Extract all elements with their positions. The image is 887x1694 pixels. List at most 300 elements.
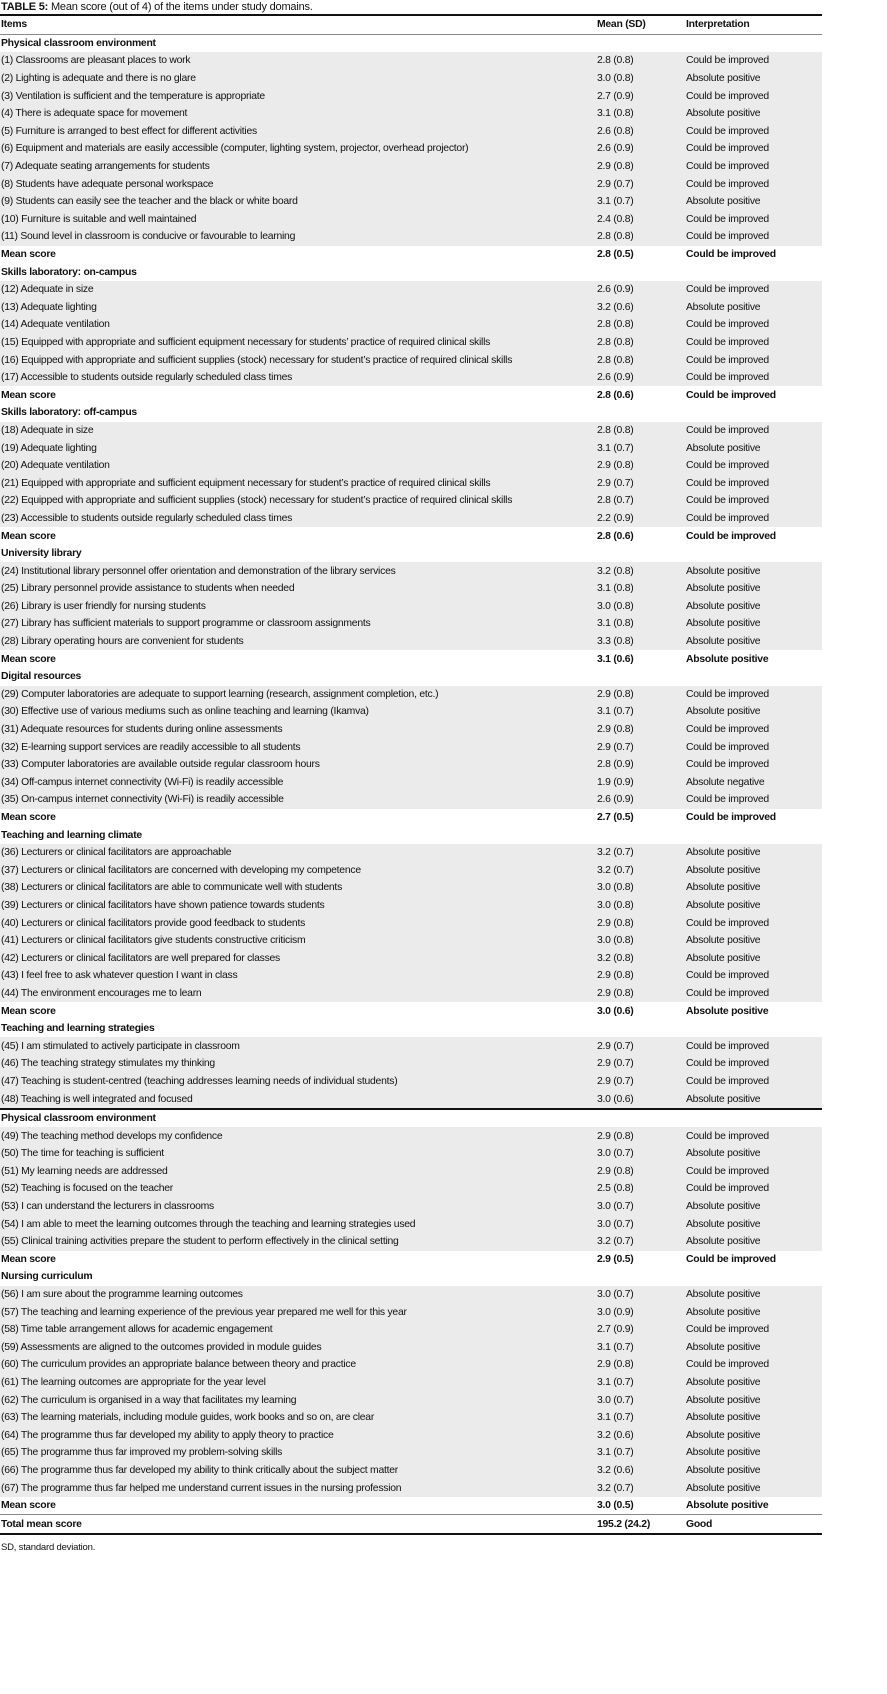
interpretation: Absolute positive — [685, 1233, 822, 1251]
table-row — [0, 1073, 822, 1091]
mean-sd: 2.9 (0.8) — [596, 985, 685, 1003]
table-row — [0, 351, 822, 369]
table-row — [0, 1180, 822, 1198]
item-label: Mean score — [0, 527, 596, 545]
interpretation: Absolute positive — [685, 1391, 822, 1409]
table-row — [0, 703, 822, 721]
table-row — [0, 1321, 822, 1339]
item-label: Mean score — [0, 1002, 596, 1020]
mean-sd: 3.0 (0.8) — [596, 598, 685, 616]
mean-sd: 2.8 (0.6) — [596, 527, 685, 545]
interpretation: Absolute positive — [685, 879, 822, 897]
table-row — [0, 87, 822, 105]
mean-sd: 3.1 (0.7) — [596, 439, 685, 457]
mean-sd: 3.1 (0.7) — [596, 1409, 685, 1427]
mean-score-row — [0, 386, 822, 404]
mean-sd: 2.9 (0.7) — [596, 175, 685, 193]
item-label: (39) Lecturers or clinical facilitators have shown patience towards students — [0, 897, 596, 915]
mean-sd: 2.9 (0.8) — [596, 158, 685, 176]
mean-sd: 2.8 (0.9) — [596, 756, 685, 774]
table-row — [0, 1462, 822, 1480]
table-row — [0, 598, 822, 616]
item-label: (42) Lecturers or clinical facilitators are well prepared for classes — [0, 949, 596, 967]
interpretation: Absolute positive — [685, 1145, 822, 1163]
interpretation: Could be improved — [685, 158, 822, 176]
table-row — [0, 123, 822, 141]
mean-sd: 2.8 (0.8) — [596, 316, 685, 334]
interpretation: Could be improved — [685, 228, 822, 246]
table-row — [0, 791, 822, 809]
mean-sd: 3.0 (0.8) — [596, 932, 685, 950]
header-interpretation: Interpretation — [685, 15, 822, 34]
interpretation: Could be improved — [685, 1055, 822, 1073]
mean-sd: 2.9 (0.8) — [596, 1163, 685, 1181]
interpretation: Absolute positive — [685, 862, 822, 880]
table-row — [0, 422, 822, 440]
mean-sd: 3.2 (0.7) — [596, 1233, 685, 1251]
section-title: Physical classroom environment — [0, 1109, 822, 1128]
item-label: (18) Adequate in size — [0, 422, 596, 440]
interpretation: Absolute positive — [685, 1462, 822, 1480]
interpretation: Absolute positive — [685, 105, 822, 123]
section-header-row — [0, 826, 822, 844]
table-row — [0, 70, 822, 88]
mean-sd: 3.1 (0.8) — [596, 105, 685, 123]
interpretation: Could be improved — [685, 791, 822, 809]
interpretation: Absolute positive — [685, 598, 822, 616]
item-label: (24) Institutional library personnel offer orientation and demonstration of the library services — [0, 562, 596, 580]
table-row — [0, 985, 822, 1003]
item-label: (6) Equipment and materials are easily accessible (computer, lighting system, projector, overhead projector) — [0, 140, 596, 158]
table-row — [0, 334, 822, 352]
item-label: (59) Assessments are aligned to the outcomes provided in module guides — [0, 1339, 596, 1357]
table-row — [0, 299, 822, 317]
section-header-row — [0, 1268, 822, 1286]
mean-sd: 3.2 (0.7) — [596, 1479, 685, 1497]
item-label: (12) Adequate in size — [0, 281, 596, 299]
mean-sd: 3.1 (0.7) — [596, 193, 685, 211]
mean-sd: 2.8 (0.8) — [596, 228, 685, 246]
item-label: (55) Clinical training activities prepare the student to perform effectively in the clinical setting — [0, 1233, 596, 1251]
item-label: (10) Furniture is suitable and well maintained — [0, 211, 596, 229]
interpretation: Absolute positive — [685, 633, 822, 651]
total-mean-score-row — [0, 1515, 822, 1534]
interpretation: Absolute positive — [685, 1497, 822, 1515]
item-label: (63) The learning materials, including module guides, work books and so on, are clear — [0, 1409, 596, 1427]
interpretation: Absolute positive — [685, 1286, 822, 1304]
table-row — [0, 492, 822, 510]
item-label: (31) Adequate resources for students during online assessments — [0, 721, 596, 739]
item-label: (44) The environment encourages me to learn — [0, 985, 596, 1003]
table-caption — [0, 0, 822, 14]
interpretation: Absolute positive — [685, 949, 822, 967]
interpretation: Could be improved — [685, 369, 822, 387]
section-header-row — [0, 34, 822, 52]
mean-sd: 3.0 (0.7) — [596, 1215, 685, 1233]
interpretation: Could be improved — [685, 123, 822, 141]
item-label: (60) The curriculum provides an appropriate balance between theory and practice — [0, 1356, 596, 1374]
section-title: Digital resources — [0, 668, 822, 686]
item-label: (5) Furniture is arranged to best effect for different activities — [0, 123, 596, 141]
interpretation: Absolute positive — [685, 562, 822, 580]
table-row — [0, 580, 822, 598]
item-label: (29) Computer laboratories are adequate to support learning (research, assignment completion, etc.) — [0, 686, 596, 704]
mean-sd: 3.1 (0.6) — [596, 650, 685, 668]
item-label: (14) Adequate ventilation — [0, 316, 596, 334]
table-row — [0, 105, 822, 123]
mean-sd: 3.2 (0.6) — [596, 1427, 685, 1445]
item-label: (27) Library has sufficient materials to support programme or classroom assignments — [0, 615, 596, 633]
interpretation: Absolute positive — [685, 1002, 822, 1020]
item-label: Total mean score — [0, 1515, 596, 1534]
table-row — [0, 211, 822, 229]
item-label: (34) Off-campus internet connectivity (Wi-Fi) is readily accessible — [0, 774, 596, 792]
mean-sd: 2.9 (0.8) — [596, 686, 685, 704]
interpretation: Absolute positive — [685, 1409, 822, 1427]
mean-score-row — [0, 1002, 822, 1020]
mean-sd: 3.2 (0.7) — [596, 844, 685, 862]
item-label: (1) Classrooms are pleasant places to work — [0, 52, 596, 70]
interpretation: Could be improved — [685, 422, 822, 440]
interpretation: Absolute negative — [685, 774, 822, 792]
table-row — [0, 1356, 822, 1374]
interpretation: Could be improved — [685, 334, 822, 352]
mean-sd: 2.5 (0.8) — [596, 1180, 685, 1198]
table-row — [0, 228, 822, 246]
item-label: (52) Teaching is focused on the teacher — [0, 1180, 596, 1198]
section-title: Nursing curriculum — [0, 1268, 822, 1286]
interpretation: Could be improved — [685, 738, 822, 756]
mean-sd: 3.0 (0.9) — [596, 1303, 685, 1321]
interpretation: Could be improved — [685, 809, 822, 827]
item-label: (66) The programme thus far developed my ability to think critically about the subject matter — [0, 1462, 596, 1480]
item-label: (28) Library operating hours are convenient for students — [0, 633, 596, 651]
mean-sd: 2.9 (0.8) — [596, 967, 685, 985]
interpretation: Could be improved — [685, 914, 822, 932]
mean-sd: 3.1 (0.7) — [596, 1374, 685, 1392]
table-row — [0, 721, 822, 739]
item-label: (47) Teaching is student-centred (teaching addresses learning needs of individual students) — [0, 1073, 596, 1091]
item-label: (15) Equipped with appropriate and sufficient equipment necessary for students’ practice of required clinical skills — [0, 334, 596, 352]
interpretation: Could be improved — [685, 1127, 822, 1145]
mean-sd: 3.1 (0.7) — [596, 1339, 685, 1357]
item-label: (13) Adequate lighting — [0, 299, 596, 317]
item-label: (53) I can understand the lecturers in classrooms — [0, 1198, 596, 1216]
header-mean: Mean (SD) — [596, 15, 685, 34]
section-header-row — [0, 545, 822, 563]
table-row — [0, 914, 822, 932]
interpretation: Absolute positive — [685, 1303, 822, 1321]
table-row — [0, 1215, 822, 1233]
item-label: (67) The programme thus far helped me understand current issues in the nursing profession — [0, 1479, 596, 1497]
item-label: Mean score — [0, 809, 596, 827]
scores-table — [0, 14, 822, 1535]
item-label: (20) Adequate ventilation — [0, 457, 596, 475]
item-label: (9) Students can easily see the teacher and the black or white board — [0, 193, 596, 211]
interpretation: Could be improved — [685, 492, 822, 510]
interpretation: Absolute positive — [685, 932, 822, 950]
interpretation: Absolute positive — [685, 897, 822, 915]
interpretation: Absolute positive — [685, 703, 822, 721]
table-header-row — [0, 15, 822, 34]
item-label: (54) I am able to meet the learning outcomes through the teaching and learning strategies used — [0, 1215, 596, 1233]
mean-score-row — [0, 650, 822, 668]
table-row — [0, 1479, 822, 1497]
item-label: (57) The teaching and learning experience of the previous year prepared me well for this year — [0, 1303, 596, 1321]
interpretation: Could be improved — [685, 721, 822, 739]
item-label: (38) Lecturers or clinical facilitators are able to communicate well with students — [0, 879, 596, 897]
interpretation: Could be improved — [685, 140, 822, 158]
mean-sd: 3.1 (0.8) — [596, 615, 685, 633]
interpretation: Absolute positive — [685, 1198, 822, 1216]
mean-sd: 2.9 (0.7) — [596, 1037, 685, 1055]
item-label: (30) Effective use of various mediums such as online teaching and learning (Ikamva) — [0, 703, 596, 721]
mean-sd: 3.2 (0.8) — [596, 949, 685, 967]
mean-sd: 2.6 (0.9) — [596, 791, 685, 809]
table-row — [0, 140, 822, 158]
item-label: Mean score — [0, 246, 596, 264]
mean-sd: 3.2 (0.8) — [596, 562, 685, 580]
item-label: (35) On-campus internet connectivity (Wi-Fi) is readily accessible — [0, 791, 596, 809]
interpretation: Absolute positive — [685, 580, 822, 598]
item-label: (40) Lecturers or clinical facilitators provide good feedback to students — [0, 914, 596, 932]
section-header-row — [0, 1109, 822, 1128]
item-label: (23) Accessible to students outside regularly scheduled class times — [0, 510, 596, 528]
mean-sd: 2.8 (0.5) — [596, 246, 685, 264]
mean-sd: 2.6 (0.8) — [596, 123, 685, 141]
table-row — [0, 862, 822, 880]
item-label: (3) Ventilation is sufficient and the temperature is appropriate — [0, 87, 596, 105]
interpretation: Could be improved — [685, 1180, 822, 1198]
item-label: Mean score — [0, 1251, 596, 1269]
item-label: (33) Computer laboratories are available outside regular classroom hours — [0, 756, 596, 774]
interpretation: Absolute positive — [685, 193, 822, 211]
table-row — [0, 175, 822, 193]
interpretation: Absolute positive — [685, 1427, 822, 1445]
interpretation: Absolute positive — [685, 70, 822, 88]
mean-sd: 2.8 (0.7) — [596, 492, 685, 510]
table-row — [0, 1444, 822, 1462]
table-row — [0, 158, 822, 176]
mean-score-row — [0, 1251, 822, 1269]
section-header-row — [0, 668, 822, 686]
item-label: (36) Lecturers or clinical facilitators are approachable — [0, 844, 596, 862]
section-header-row — [0, 404, 822, 422]
interpretation: Could be improved — [685, 386, 822, 404]
table-row — [0, 897, 822, 915]
interpretation: Could be improved — [685, 52, 822, 70]
table-row — [0, 686, 822, 704]
mean-sd: 1.9 (0.9) — [596, 774, 685, 792]
item-label: Mean score — [0, 1497, 596, 1515]
interpretation: Absolute positive — [685, 1374, 822, 1392]
mean-sd: 3.0 (0.8) — [596, 897, 685, 915]
mean-sd: 3.0 (0.7) — [596, 1198, 685, 1216]
mean-sd: 2.9 (0.8) — [596, 1356, 685, 1374]
table-row — [0, 1427, 822, 1445]
mean-sd: 2.9 (0.7) — [596, 738, 685, 756]
table-row — [0, 1163, 822, 1181]
footnote: SD, standard deviation. — [1, 1542, 96, 1554]
interpretation: Good — [685, 1515, 822, 1534]
table-row — [0, 457, 822, 475]
table-row — [0, 633, 822, 651]
table-row — [0, 932, 822, 950]
item-label: (11) Sound level in classroom is conducive or favourable to learning — [0, 228, 596, 246]
mean-sd: 3.2 (0.7) — [596, 862, 685, 880]
interpretation: Absolute positive — [685, 1444, 822, 1462]
mean-sd: 3.0 (0.6) — [596, 1090, 685, 1109]
table-row — [0, 1090, 822, 1109]
table-row — [0, 1127, 822, 1145]
mean-sd: 2.8 (0.8) — [596, 334, 685, 352]
mean-sd: 2.9 (0.8) — [596, 914, 685, 932]
interpretation: Could be improved — [685, 967, 822, 985]
mean-score-row — [0, 246, 822, 264]
mean-sd: 2.4 (0.8) — [596, 211, 685, 229]
table-row — [0, 949, 822, 967]
mean-sd: 195.2 (24.2) — [596, 1515, 685, 1534]
interpretation: Could be improved — [685, 211, 822, 229]
table-row — [0, 1409, 822, 1427]
section-title: Physical classroom environment — [0, 34, 822, 52]
table-row — [0, 369, 822, 387]
item-label: Mean score — [0, 650, 596, 668]
interpretation: Could be improved — [685, 527, 822, 545]
interpretation: Absolute positive — [685, 650, 822, 668]
interpretation: Absolute positive — [685, 439, 822, 457]
interpretation: Could be improved — [685, 246, 822, 264]
item-label: (62) The curriculum is organised in a way that facilitates my learning — [0, 1391, 596, 1409]
table-row — [0, 52, 822, 70]
item-label: (25) Library personnel provide assistance to students when needed — [0, 580, 596, 598]
section-title: Teaching and learning climate — [0, 826, 822, 844]
table-row — [0, 474, 822, 492]
header-items: Items — [0, 15, 596, 34]
mean-sd: 2.9 (0.7) — [596, 474, 685, 492]
mean-sd: 3.1 (0.7) — [596, 703, 685, 721]
item-label: (7) Adequate seating arrangements for students — [0, 158, 596, 176]
item-label: (4) There is adequate space for movement — [0, 105, 596, 123]
mean-sd: 2.9 (0.8) — [596, 1127, 685, 1145]
interpretation: Could be improved — [685, 316, 822, 334]
mean-score-row — [0, 1497, 822, 1515]
interpretation: Could be improved — [685, 510, 822, 528]
mean-sd: 3.3 (0.8) — [596, 633, 685, 651]
interpretation: Could be improved — [685, 1356, 822, 1374]
mean-sd: 2.8 (0.8) — [596, 422, 685, 440]
item-label: (19) Adequate lighting — [0, 439, 596, 457]
mean-sd: 3.1 (0.7) — [596, 1444, 685, 1462]
item-label: (58) Time table arrangement allows for academic engagement — [0, 1321, 596, 1339]
item-label: (32) E-learning support services are readily accessible to all students — [0, 738, 596, 756]
mean-sd: 2.8 (0.8) — [596, 52, 685, 70]
table-row — [0, 1037, 822, 1055]
mean-sd: 2.9 (0.7) — [596, 1055, 685, 1073]
mean-sd: 3.2 (0.6) — [596, 299, 685, 317]
mean-sd: 3.0 (0.7) — [596, 1286, 685, 1304]
item-label: (16) Equipped with appropriate and sufficient supplies (stock) necessary for student’s practice of required clinical skills — [0, 351, 596, 369]
item-label: (41) Lecturers or clinical facilitators give students constructive criticism — [0, 932, 596, 950]
mean-sd: 2.9 (0.5) — [596, 1251, 685, 1269]
item-label: (51) My learning needs are addressed — [0, 1163, 596, 1181]
interpretation: Absolute positive — [685, 1215, 822, 1233]
table-row — [0, 193, 822, 211]
table-row — [0, 439, 822, 457]
table-row — [0, 1286, 822, 1304]
mean-sd: 2.7 (0.5) — [596, 809, 685, 827]
table-row — [0, 615, 822, 633]
interpretation: Could be improved — [685, 1251, 822, 1269]
interpretation: Could be improved — [685, 175, 822, 193]
item-label: (21) Equipped with appropriate and sufficient equipment necessary for student’s practice of required clinical skills — [0, 474, 596, 492]
interpretation: Could be improved — [685, 351, 822, 369]
interpretation: Could be improved — [685, 686, 822, 704]
section-title: Skills laboratory: on-campus — [0, 263, 822, 281]
interpretation: Absolute positive — [685, 1090, 822, 1109]
interpretation: Could be improved — [685, 281, 822, 299]
section-header-row — [0, 263, 822, 281]
section-title: University library — [0, 545, 822, 563]
table-row — [0, 1374, 822, 1392]
interpretation: Could be improved — [685, 756, 822, 774]
mean-sd: 2.6 (0.9) — [596, 369, 685, 387]
mean-sd: 2.7 (0.9) — [596, 1321, 685, 1339]
interpretation: Absolute positive — [685, 1479, 822, 1497]
item-label: (49) The teaching method develops my confidence — [0, 1127, 596, 1145]
table-row — [0, 1145, 822, 1163]
mean-sd: 2.8 (0.6) — [596, 386, 685, 404]
item-label: (17) Accessible to students outside regularly scheduled class times — [0, 369, 596, 387]
mean-sd: 3.1 (0.8) — [596, 580, 685, 598]
table-row — [0, 738, 822, 756]
mean-sd: 3.0 (0.7) — [596, 1391, 685, 1409]
table-row — [0, 879, 822, 897]
caption-text: Mean score (out of 4) of the items under study domains. — [48, 1, 313, 13]
table-row — [0, 756, 822, 774]
mean-sd: 3.0 (0.7) — [596, 1145, 685, 1163]
mean-sd: 3.0 (0.8) — [596, 70, 685, 88]
mean-score-row — [0, 809, 822, 827]
mean-sd: 3.0 (0.8) — [596, 879, 685, 897]
item-label: (56) I am sure about the programme learning outcomes — [0, 1286, 596, 1304]
item-label: (43) I feel free to ask whatever question I want in class — [0, 967, 596, 985]
item-label: Mean score — [0, 386, 596, 404]
interpretation: Absolute positive — [685, 615, 822, 633]
mean-sd: 2.8 (0.8) — [596, 351, 685, 369]
interpretation: Could be improved — [685, 87, 822, 105]
mean-sd: 2.7 (0.9) — [596, 87, 685, 105]
mean-sd: 3.0 (0.5) — [596, 1497, 685, 1515]
item-label: (8) Students have adequate personal workspace — [0, 175, 596, 193]
item-label: (65) The programme thus far improved my problem-solving skills — [0, 1444, 596, 1462]
interpretation: Could be improved — [685, 1037, 822, 1055]
section-header-row — [0, 1020, 822, 1038]
mean-score-row — [0, 527, 822, 545]
item-label: (61) The learning outcomes are appropriate for the year level — [0, 1374, 596, 1392]
mean-sd: 3.0 (0.6) — [596, 1002, 685, 1020]
table-row — [0, 1233, 822, 1251]
mean-sd: 2.6 (0.9) — [596, 140, 685, 158]
table-row — [0, 844, 822, 862]
interpretation: Could be improved — [685, 985, 822, 1003]
table-row — [0, 316, 822, 334]
table-row — [0, 774, 822, 792]
table-row — [0, 967, 822, 985]
item-label: (64) The programme thus far developed my ability to apply theory to practice — [0, 1427, 596, 1445]
mean-sd: 2.2 (0.9) — [596, 510, 685, 528]
interpretation: Could be improved — [685, 1163, 822, 1181]
